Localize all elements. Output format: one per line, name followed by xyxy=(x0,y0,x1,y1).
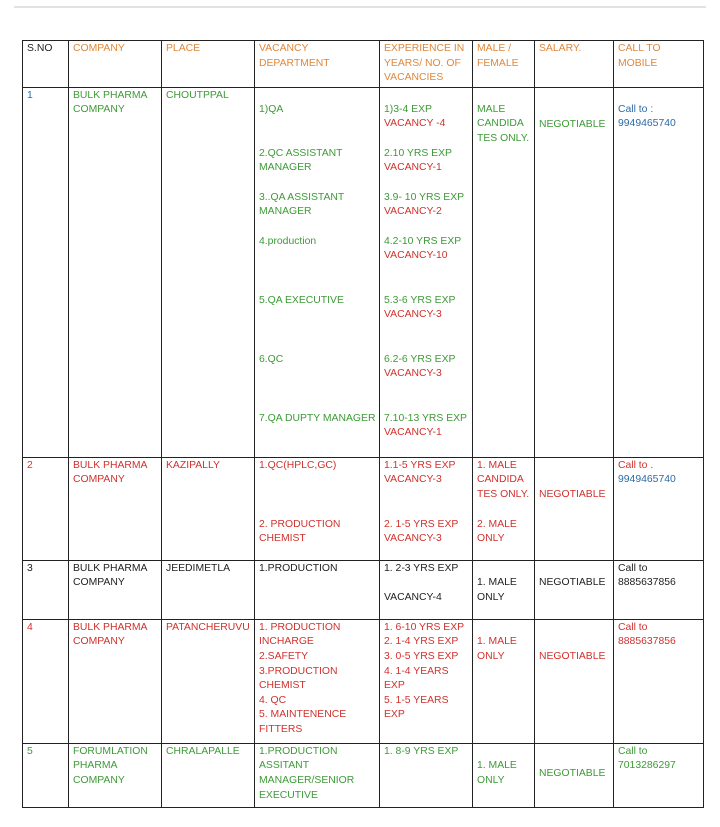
row-sno: 5 xyxy=(23,743,69,807)
vacancy-dept: 2. PRODUCTION CHEMIST xyxy=(259,518,341,545)
row-call xyxy=(614,743,704,807)
header-company: COMPANY xyxy=(69,41,162,88)
exp-count: VACANCY-3 xyxy=(384,309,442,321)
salary-text: NEGOTIABLE xyxy=(539,767,606,779)
vacancy-dept: 5.QA EXECUTIVE xyxy=(259,294,344,306)
row-gender xyxy=(473,87,535,457)
exp-count: VACANCY-3 xyxy=(384,533,442,545)
exp-years: 3.9- 10 YRS EXP xyxy=(384,191,465,203)
exp-count: VACANCY-2 xyxy=(384,206,442,218)
row-place: PATANCHERUVU xyxy=(162,619,255,743)
row-company: BULK PHARMA COMPANY xyxy=(69,87,162,457)
row-sno: 4 xyxy=(23,619,69,743)
vacancy-dept: 6.QC xyxy=(259,353,284,365)
exp-years: 4.2-10 YRS EXP xyxy=(384,235,462,247)
row-salary xyxy=(535,619,614,743)
call-label: Call to . xyxy=(618,459,654,471)
vacancy-dept: 5. MAINTENENCE FITTERS xyxy=(259,709,347,735)
vacancy-dept: 7.QA DUPTY MANAGER xyxy=(259,412,376,424)
row-place: CHOUTPPAL xyxy=(162,87,255,457)
table-row xyxy=(23,560,704,619)
table-row xyxy=(23,619,704,743)
header-place: PLACE xyxy=(162,41,255,88)
exp-years: 2. 1-4 YRS EXP xyxy=(384,636,459,648)
call-label: Call to xyxy=(618,621,648,633)
vacancy-dept: 2.QC ASSISTANT MANAGER xyxy=(259,147,343,174)
row-call xyxy=(614,560,704,619)
row-vacancy xyxy=(255,457,380,560)
row-salary xyxy=(535,87,614,457)
table-row xyxy=(23,743,704,807)
row-vacancy xyxy=(255,87,380,457)
row-place: CHRALAPALLE xyxy=(162,743,255,807)
row-vacancy xyxy=(255,619,380,743)
gender-text: 1. MALE ONLY xyxy=(477,577,517,603)
vacancy-dept: 2.SAFETY xyxy=(259,650,309,662)
vacancy-dept: 3..QA ASSISTANT MANAGER xyxy=(259,191,345,218)
row-salary xyxy=(535,457,614,560)
row-experience xyxy=(380,619,473,743)
salary-text: NEGOTIABLE xyxy=(539,118,606,130)
row-sno: 1 xyxy=(23,87,69,457)
row-call xyxy=(614,87,704,457)
exp-years: 1.1-5 YRS EXP xyxy=(384,459,456,471)
row-experience xyxy=(380,457,473,560)
call-number[interactable]: 9949465740 xyxy=(618,118,676,130)
vacancy-dept: 1)QA xyxy=(259,103,284,115)
header-sno: S.NO xyxy=(23,41,69,88)
row-company: BULK PHARMA COMPANY xyxy=(69,619,162,743)
row-call xyxy=(614,457,704,560)
exp-years: 4. 1-4 YEARS EXP xyxy=(384,665,449,692)
exp-years: 6.2-6 YRS EXP xyxy=(384,353,456,365)
row-salary xyxy=(535,743,614,807)
exp-years: 5. 1-5 YEARS EXP xyxy=(384,694,449,721)
vacancy-dept: 1. PRODUCTION INCHARGE xyxy=(259,621,341,648)
gender-text: 1. MALE CANDIDA TES ONLY. xyxy=(477,459,530,500)
exp-count: VACANCY-4 xyxy=(384,591,442,603)
gender-text: 1. MALE ONLY xyxy=(477,760,517,786)
call-number[interactable]: 9949465740 xyxy=(618,474,676,486)
exp-years: 1. 6-10 YRS EXP xyxy=(384,621,465,633)
row-vacancy: 1.PRODUCTION xyxy=(255,560,380,619)
salary-text: NEGOTIABLE xyxy=(539,650,606,662)
exp-years: 3. 0-5 YRS EXP xyxy=(384,650,459,662)
row-gender xyxy=(473,743,535,807)
gender-text: 1. MALE ONLY xyxy=(477,636,517,662)
gender-text: 2. MALE ONLY xyxy=(477,518,517,545)
row-gender xyxy=(473,619,535,743)
call-label: Call to xyxy=(618,745,648,757)
salary-text: NEGOTIABLE xyxy=(539,488,606,500)
exp-count: VACANCY-1 xyxy=(384,162,442,174)
exp-count: VACANCY-3 xyxy=(384,368,442,380)
row-salary xyxy=(535,560,614,619)
header-gender: MALE / FEMALE xyxy=(473,41,535,88)
gender-text: MALE CANDIDA TES ONLY. xyxy=(477,103,530,144)
vacancy-dept: 3.PRODUCTION CHEMIST xyxy=(259,665,338,692)
table-header-row xyxy=(23,41,704,88)
row-place: JEEDIMETLA xyxy=(162,560,255,619)
header-vacancy: VACANCY DEPARTMENT xyxy=(255,41,380,88)
header-salary: SALARY. xyxy=(535,41,614,88)
exp-count: VACANCY-1 xyxy=(384,427,442,439)
row-experience: 1. 8-9 YRS EXP xyxy=(380,743,473,807)
row-gender xyxy=(473,560,535,619)
row-company: BULK PHARMA COMPANY xyxy=(69,560,162,619)
row-sno: 3 xyxy=(23,560,69,619)
row-sno: 2 xyxy=(23,457,69,560)
exp-count: VACANCY -4 xyxy=(384,118,446,130)
header-experience: EXPERIENCE IN YEARS/ NO. OF VACANCIES xyxy=(380,41,473,88)
row-vacancy: 1.PRODUCTION ASSITANT MANAGER/SENIOR EXECUTIVE xyxy=(255,743,380,807)
exp-years: 7.10-13 YRS EXP xyxy=(384,412,467,424)
exp-years: 2.10 YRS EXP xyxy=(384,147,452,159)
exp-count: VACANCY-10 xyxy=(384,250,448,262)
exp-years: 1)3-4 EXP xyxy=(384,103,432,115)
row-gender xyxy=(473,457,535,560)
table-row xyxy=(23,457,704,560)
row-company: FORUMLATION PHARMA COMPANY xyxy=(69,743,162,807)
exp-years: 2. 1-5 YRS EXP xyxy=(384,518,459,530)
exp-years: 1. 2-3 YRS EXP xyxy=(384,562,459,574)
table-row xyxy=(23,87,704,457)
salary-text: NEGOTIABLE xyxy=(539,577,606,589)
vacancy-dept: 4. QC xyxy=(259,694,287,706)
vacancy-dept: 1.QC(HPLC,GC) xyxy=(259,459,337,471)
row-experience xyxy=(380,87,473,457)
call-number[interactable]: 8885637856 xyxy=(618,577,676,589)
header-call: CALL TO MOBILE xyxy=(614,41,704,88)
call-number[interactable]: 8885637856 xyxy=(618,636,676,648)
vacancy-dept: 4.production xyxy=(259,235,317,247)
call-number[interactable]: 7013286297 xyxy=(618,760,676,772)
call-label: Call to : xyxy=(618,103,654,115)
row-experience xyxy=(380,560,473,619)
vacancy-table xyxy=(22,40,704,808)
row-call xyxy=(614,619,704,743)
exp-years: 5.3-6 YRS EXP xyxy=(384,294,456,306)
row-company: BULK PHARMA COMPANY xyxy=(69,457,162,560)
top-divider xyxy=(14,6,706,8)
exp-count: VACANCY-3 xyxy=(384,474,442,486)
row-place: KAZIPALLY xyxy=(162,457,255,560)
call-label: Call to xyxy=(618,562,648,574)
